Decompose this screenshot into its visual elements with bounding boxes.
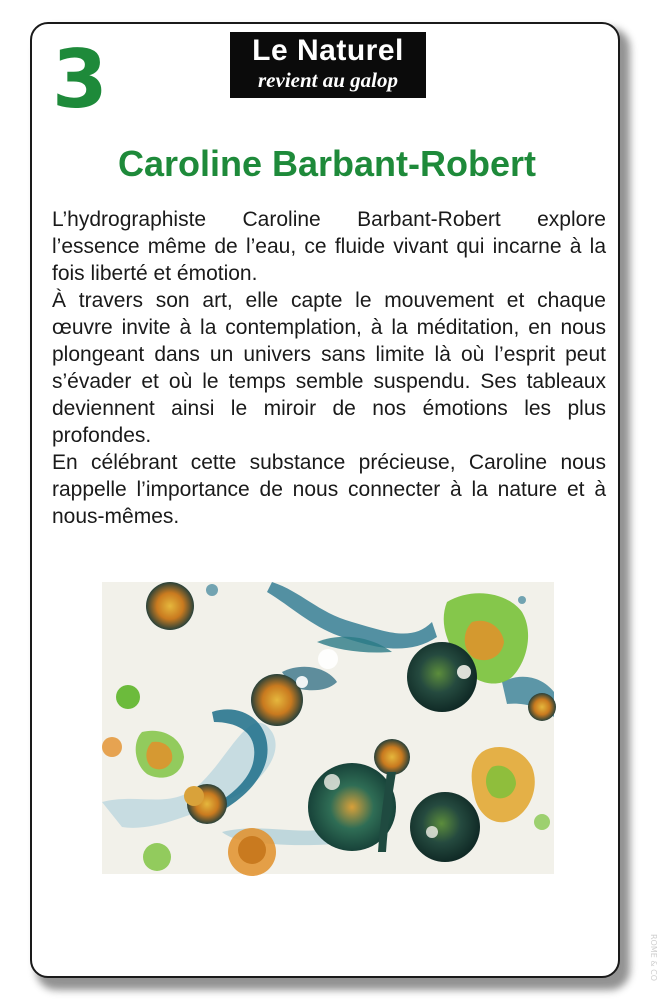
artwork-image — [102, 582, 554, 874]
description — [52, 206, 606, 530]
paragraph-2: À travers son art, elle capte le mouvement et chaque œuvre invite à la contemplation, à la méditation, en nous plongeant dans un univers sans limite là où l’esprit peut s’évader et où le temps semble suspendu. Ses tableaux deviennent ainsi le miroir de nos émotions les plus profondes. — [52, 289, 606, 447]
watermark: ROME & CO — [649, 934, 658, 982]
paragraph-1: L’hydrographiste Caroline Barbant-Robert explore l’essence même de l’eau, ce fluide vivant qui incarne à la fois liberté et émotion. — [52, 208, 606, 285]
logo — [230, 32, 426, 98]
paragraph-3: En célébrant cette substance précieuse, Caroline nous rappelle l’importance de nous connecter à la nature et à nous-mêmes. — [52, 451, 606, 528]
card — [30, 22, 658, 982]
card-number: 3 — [52, 33, 108, 126]
artist-name: Caroline Barbant-Robert — [117, 143, 537, 184]
logo-subtitle: revient au galop — [258, 68, 398, 92]
logo-title: Le Naturel — [252, 34, 404, 67]
